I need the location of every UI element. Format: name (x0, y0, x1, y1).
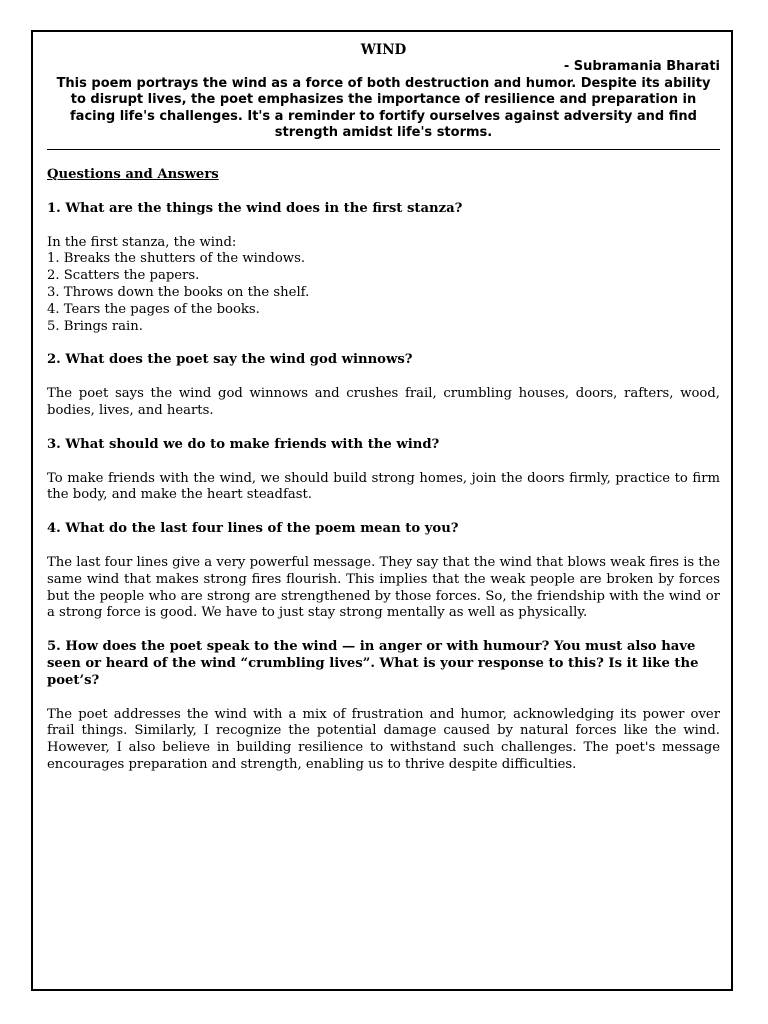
answer-1-list (47, 251, 720, 335)
answer-1-intro: In the first stanza, the wind: (47, 234, 237, 250)
question-5: 5. How does the poet speak to the wind — in anger or with humour? You must also have seen or heard of the wind “crumbling lives”. What is your response to this? Is it like the poet’s? (47, 639, 699, 688)
poem-title: WIND (360, 42, 407, 58)
answer-1-item: 4. Tears the pages of the books. (47, 301, 260, 317)
answer-1-item: 2. Scatters the papers. (47, 268, 200, 284)
section-heading: Questions and Answers (47, 166, 219, 182)
document-body (47, 42, 720, 774)
question-2: 2. What does the poet say the wind god winnows? (47, 352, 413, 368)
poem-author: - Subramania Bharati (563, 58, 720, 74)
answer-5: The poet addresses the wind with a mix of frustration and humor, acknowledging its power over frail things. Similarly, I recognize the potential damage caused by natural forces like the wind. However, I also believe in building resilience to withstand such challenges. The poet's message encourages preparation and strength, enabling us to thrive despite difficulties. (47, 706, 720, 772)
answer-1-item: 1. Breaks the shutters of the windows. (47, 251, 306, 267)
question-3: 3. What should we do to make friends with the wind? (47, 436, 440, 452)
divider (47, 149, 720, 150)
answer-3: To make friends with the wind, we should build strong homes, join the doors firmly, practice to firm the body, and make the heart steadfast. (47, 470, 720, 503)
answer-1-item: 5. Brings rain. (47, 318, 143, 334)
answer-2: The poet says the wind god winnows and crushes frail, crumbling houses, doors, rafters, wood, bodies, lives, and hearts. (47, 386, 720, 418)
poem-summary: This poem portrays the wind as a force of both destruction and humor. Despite its ability to disrupt lives, the poet emphasizes the importance of resilience and preparation in facing life's challenges. It's a reminder to fortify ourselves against adversity and find strength amidst life's storms. (56, 75, 711, 141)
answer-1-item: 3. Throws down the books on the shelf. (47, 284, 310, 300)
question-4: 4. What do the last four lines of the poem mean to you? (47, 521, 459, 537)
answer-4: The last four lines give a very powerful message. They say that the wind that blows weak fires is the same wind that makes strong fires flourish. This implies that the weak people are broken by forces but the people who are strong are strengthened by those forces. So, the friendship with the wind or a strong force is good. We have to just stay strong mentally as well as physically. (47, 554, 720, 621)
question-1: 1. What are the things the wind does in the first stanza? (47, 200, 463, 216)
